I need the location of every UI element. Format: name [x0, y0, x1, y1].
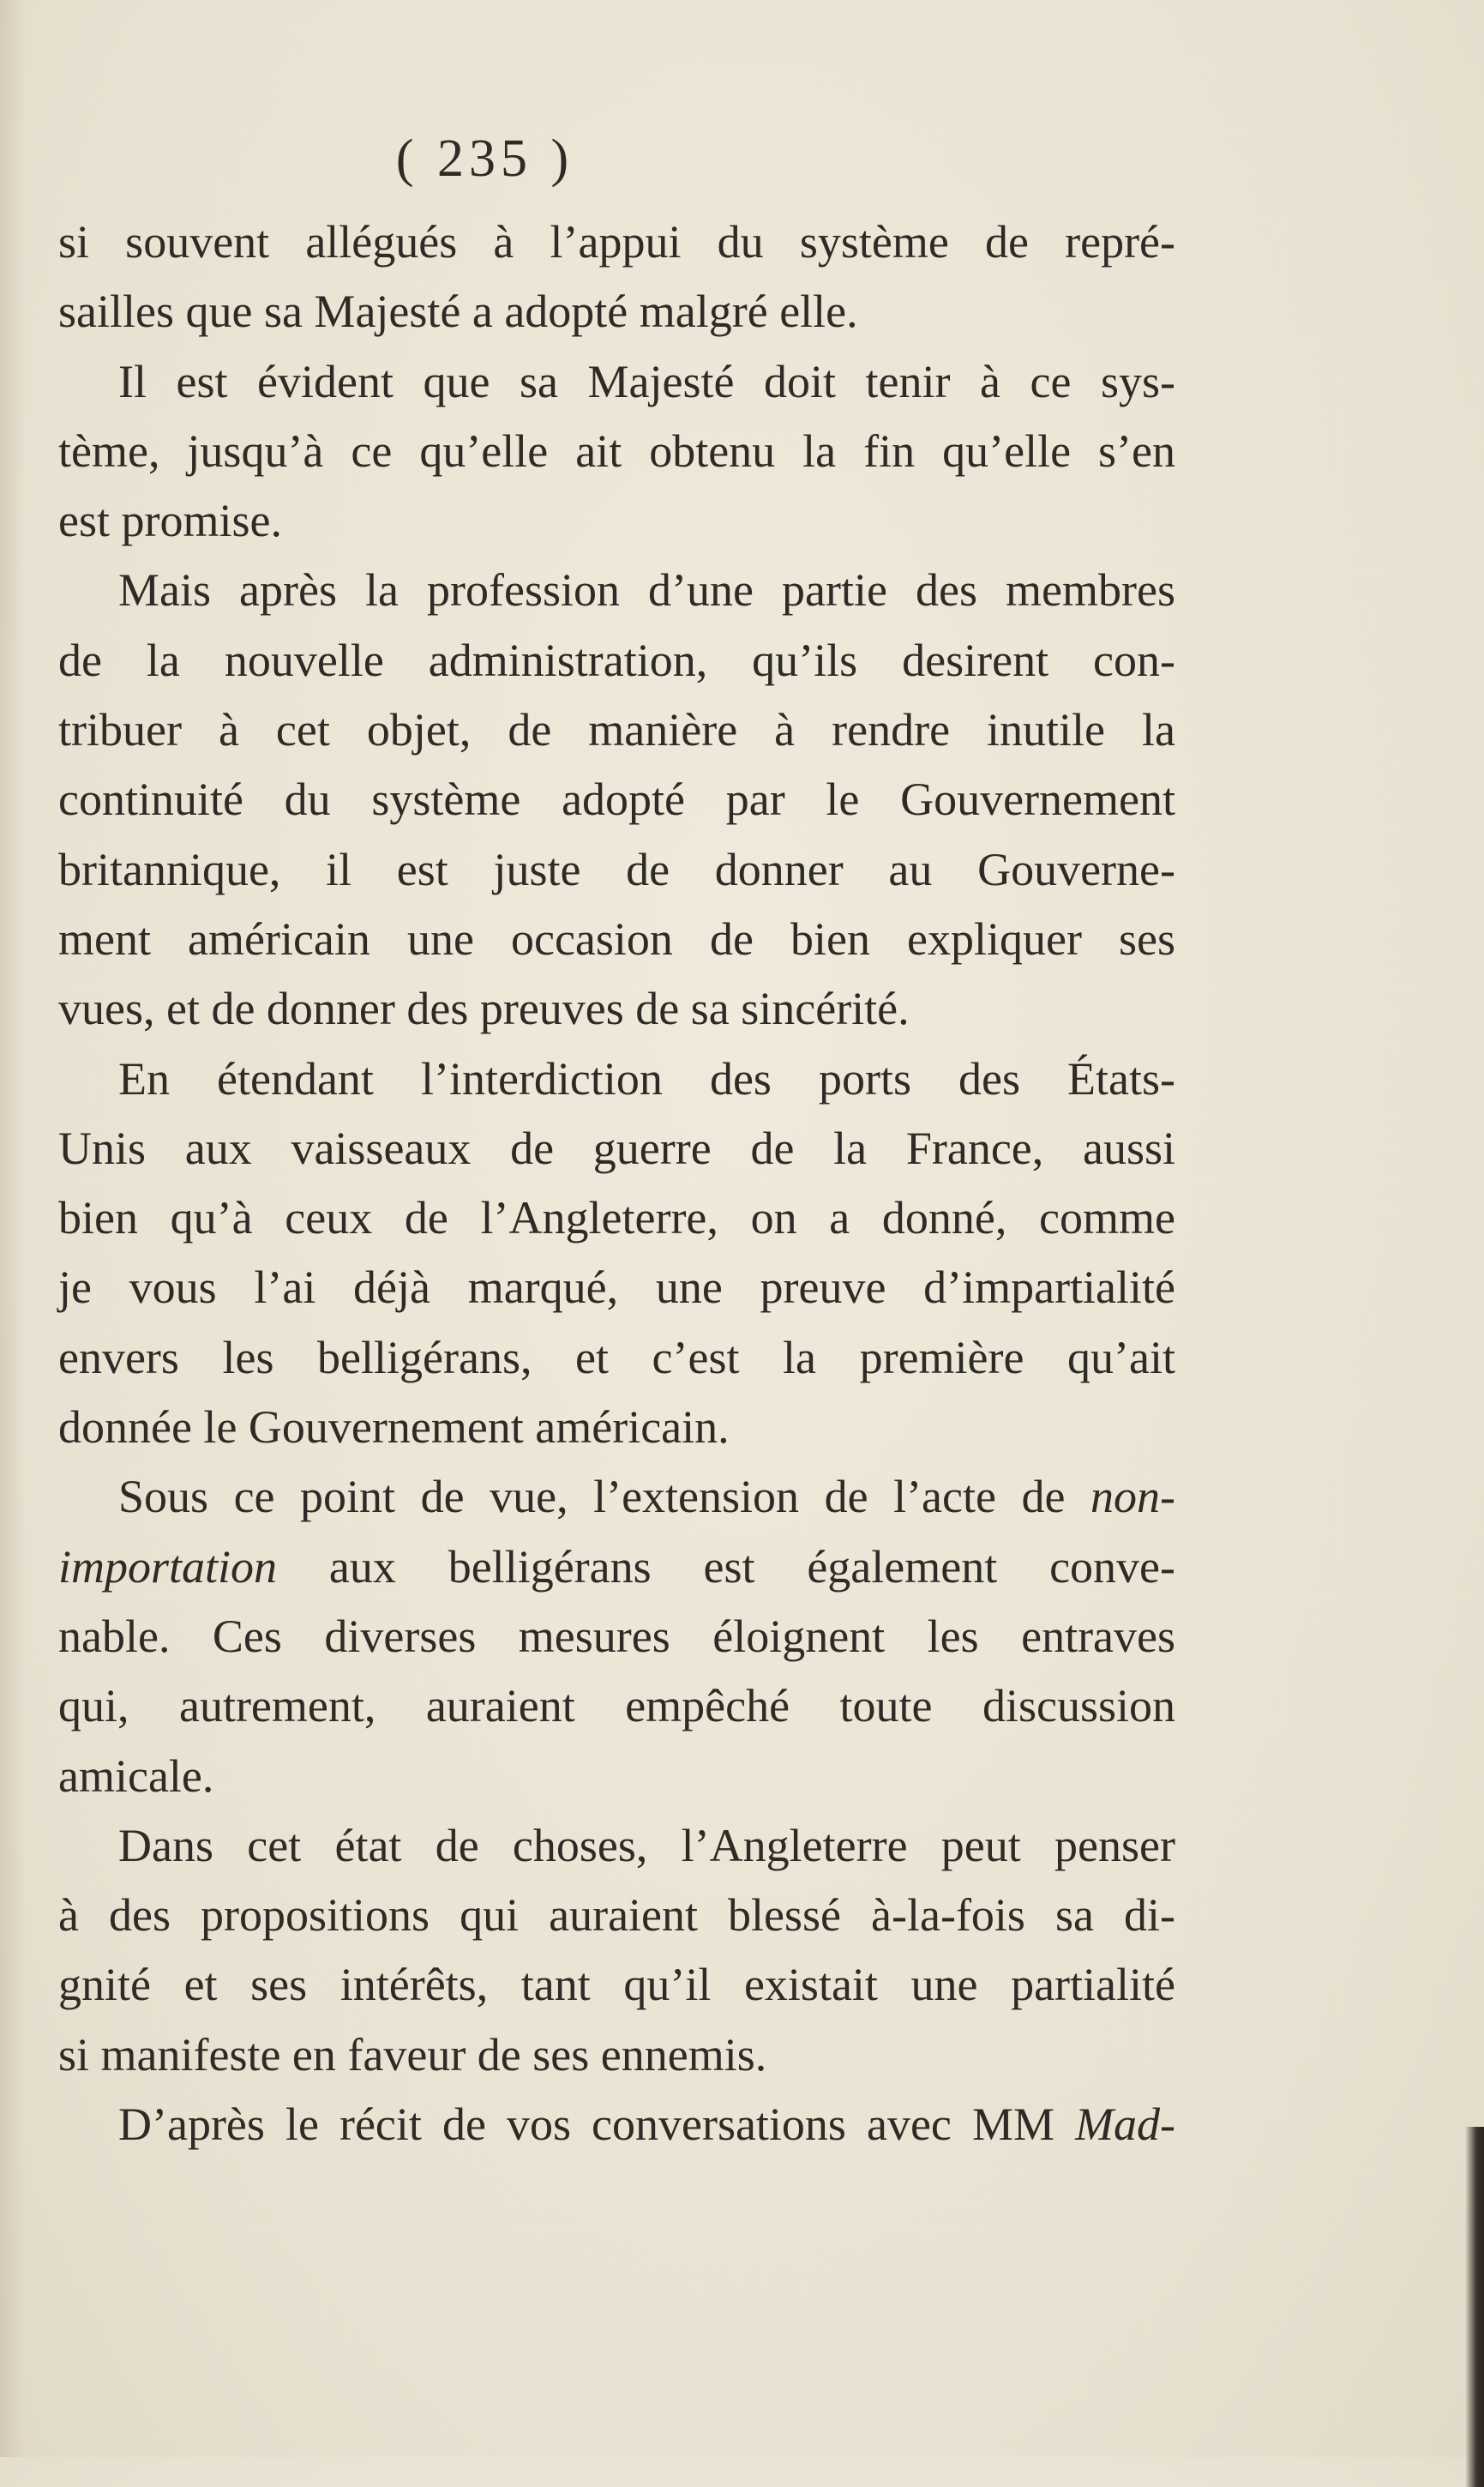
- page-edge-shadow: [1465, 2127, 1484, 2487]
- text-line: [58, 1253, 1175, 1322]
- text-line: [58, 974, 1175, 1044]
- text-segment: continuité du système adopté par le Gouvernement: [58, 774, 1175, 826]
- italic-text: non-: [1090, 1471, 1175, 1523]
- text-segment: si manifeste en faveur de ses ennemis.: [58, 2028, 767, 2081]
- text-segment: amicale.: [58, 1749, 214, 1802]
- text-line: [58, 696, 1175, 765]
- text-segment: bien qu’à ceux de l’Angleterre, on a donné, comme: [58, 1192, 1175, 1244]
- text-segment: ment américain une occasion de bien expliquer ses: [58, 912, 1175, 965]
- text-line: [58, 208, 1175, 277]
- text-line: [58, 765, 1175, 834]
- text-line: [58, 1742, 1175, 1811]
- text-segment: qui, autrement, auraient empêché toute discussion: [58, 1680, 1175, 1732]
- text-segment: aux belligérans est également conve-: [277, 1540, 1175, 1593]
- italic-text: importation: [58, 1540, 278, 1593]
- text-segment: Dans cet état de choses, l’Angleterre peut penser: [118, 1819, 1175, 1871]
- text-line: [58, 2020, 1175, 2090]
- text-segment: envers les belligérans, et c’est la première qu’ait: [58, 1331, 1175, 1383]
- text-line: [58, 626, 1175, 696]
- text-line: [58, 1183, 1175, 1253]
- text-line: [58, 1045, 1175, 1114]
- italic-text: Mad-: [1075, 2099, 1175, 2151]
- text-segment: britannique, il est juste de donner au Gouverne-: [58, 843, 1175, 895]
- text-segment: gnité et ses intérêts, tant qu’il existait une partialité: [58, 1959, 1175, 2011]
- body-text: [58, 208, 1175, 2159]
- text-line: [58, 1811, 1175, 1881]
- text-line: [58, 1323, 1175, 1393]
- text-segment: Il est évident que sa Majesté doit tenir à ce sys-: [118, 355, 1175, 407]
- text-line: [58, 347, 1175, 417]
- text-segment: tème, jusqu’à ce qu’elle ait obtenu la fin qu’elle s’en: [58, 425, 1175, 477]
- text-line: [58, 1881, 1175, 1950]
- text-segment: je vous l’ai déjà marqué, une preuve d’impartialité: [58, 1262, 1175, 1314]
- text-segment: de la nouvelle administration, qu’ils desirent con-: [58, 634, 1175, 686]
- text-segment: vues, et de donner des preuves de sa sincérité.: [58, 983, 910, 1035]
- text-line: [58, 1602, 1175, 1671]
- text-segment: est promise.: [58, 495, 282, 547]
- text-line: [58, 1114, 1175, 1183]
- text-line: [58, 1533, 1175, 1602]
- text-segment: si souvent allégués à l’appui du système de repré-: [58, 216, 1175, 268]
- text-segment: donnée le Gouvernement américain.: [58, 1401, 730, 1454]
- text-line: [58, 1671, 1175, 1741]
- text-segment: Mais après la profession d’une partie des membres: [118, 564, 1175, 617]
- text-line: [58, 417, 1175, 486]
- text-line: [58, 905, 1175, 974]
- text-segment: sailles que sa Majesté a adopté malgré elle.: [58, 286, 858, 338]
- text-line: [58, 835, 1175, 905]
- text-line: [58, 556, 1175, 625]
- page-number: ( 235 ): [395, 129, 574, 188]
- text-segment: nable. Ces diverses mesures éloignent les entraves: [58, 1610, 1175, 1662]
- text-segment: Sous ce point de vue, l’extension de l’acte de: [118, 1471, 1091, 1523]
- text-segment: D’après le récit de vos conversations avec MM: [118, 2099, 1076, 2151]
- text-segment: En étendant l’interdiction des ports des États-: [118, 1052, 1175, 1105]
- text-line: [58, 277, 1175, 346]
- text-line: [58, 1950, 1175, 2020]
- page-gutter-shadow: [0, 0, 26, 2457]
- text-segment: à des propositions qui auraient blessé à-la-fois sa di-: [58, 1889, 1175, 1942]
- text-line: [58, 1393, 1175, 1462]
- text-line: [58, 2090, 1175, 2159]
- text-line: [58, 486, 1175, 556]
- text-line: [58, 1462, 1175, 1532]
- text-segment: Unis aux vaisseaux de guerre de la France, aussi: [58, 1122, 1175, 1174]
- text-segment: tribuer à cet objet, de manière à rendre inutile la: [58, 704, 1175, 756]
